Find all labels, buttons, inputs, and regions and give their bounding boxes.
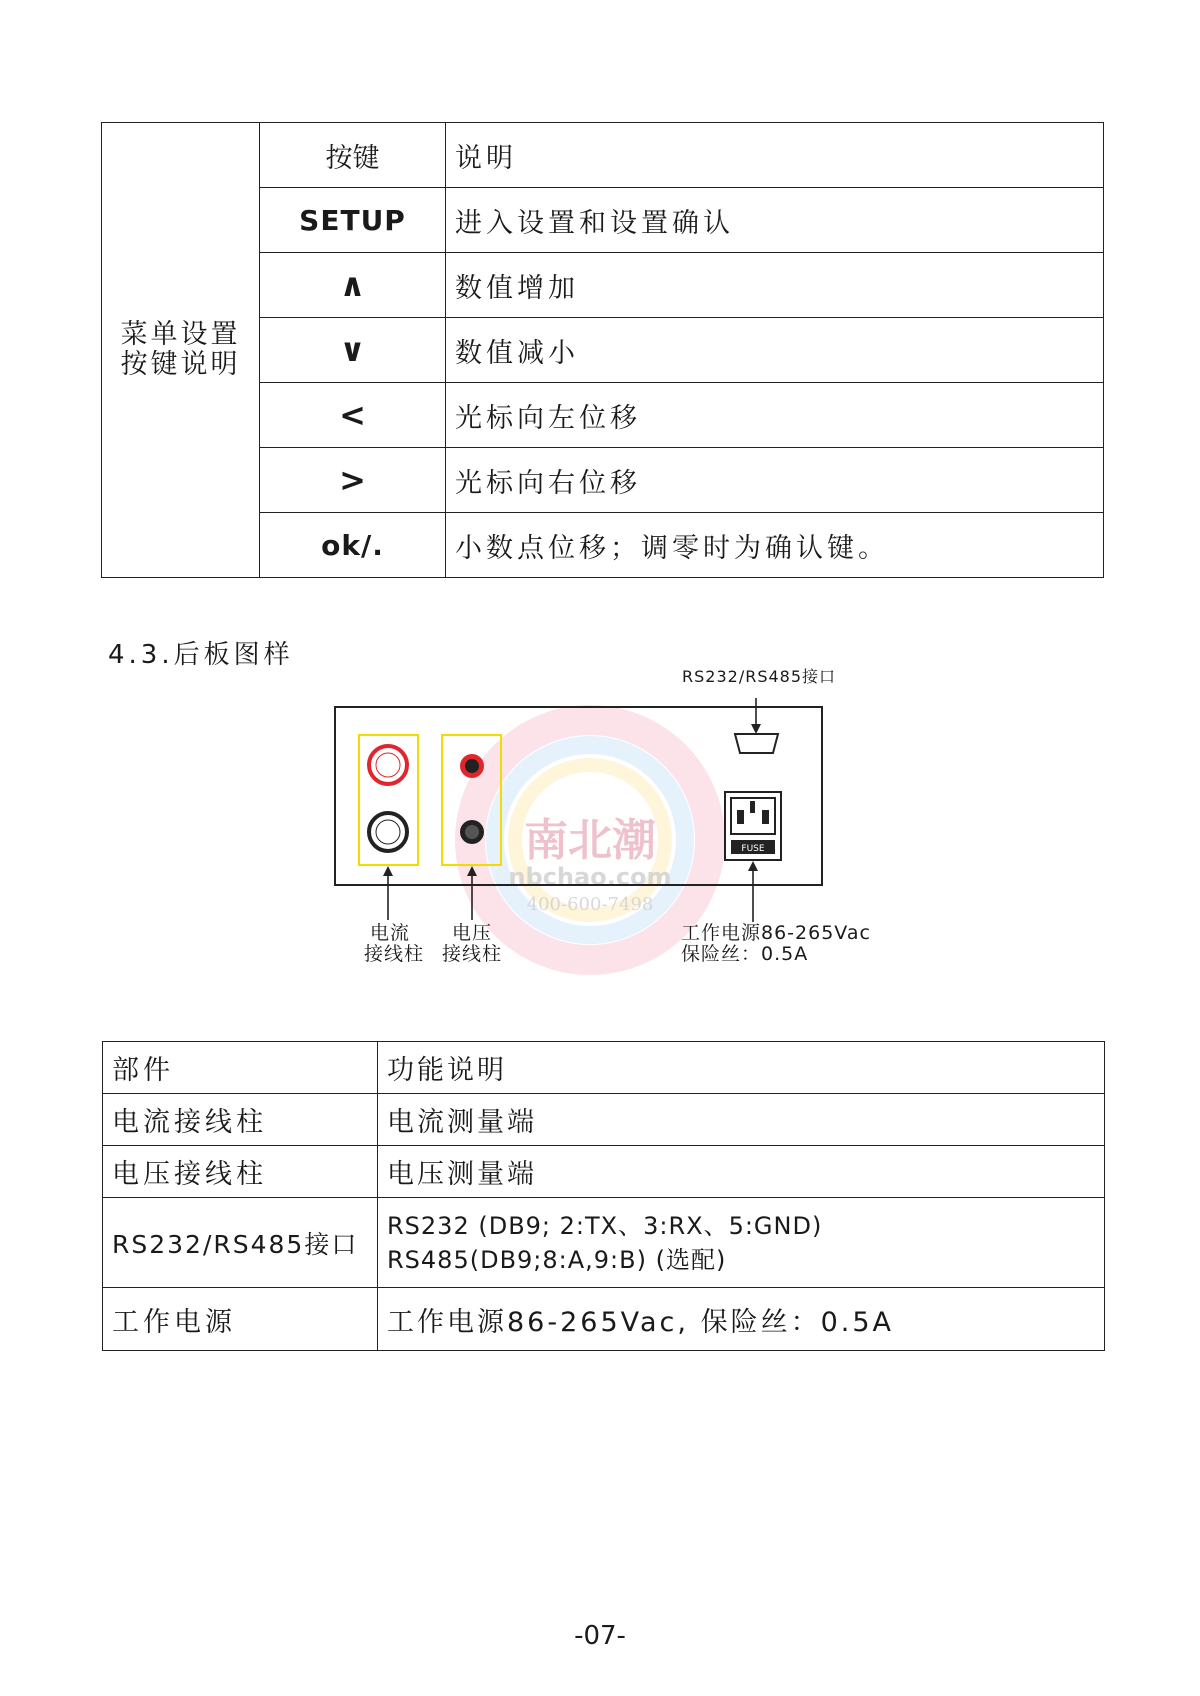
current-terminal-red: [369, 746, 407, 784]
section-title: 4.3.后板图样: [108, 640, 294, 670]
header-func: 功能说明: [378, 1042, 1105, 1094]
voltage-terminal-label: [442, 923, 502, 965]
voltage-terminal-black: [460, 820, 484, 844]
rear-panel-diagram: [320, 660, 880, 990]
current-label-line2: 接线柱: [364, 943, 425, 965]
key-ok: ok/.: [260, 513, 446, 578]
key-desc: 光标向右位移: [446, 448, 1104, 513]
power-label-line1: 工作电源86-265Vac: [681, 922, 871, 944]
table-row: [103, 1288, 1105, 1351]
key-description-table: [101, 122, 1104, 578]
rs-port-label: RS232/RS485接口: [682, 667, 837, 686]
table-row: [103, 1146, 1105, 1198]
voltage-label-line2: 接线柱: [442, 943, 503, 965]
rs232-func-line: RS232 (DB9; 2:TX、3:RX、5:GND): [387, 1211, 823, 1240]
current-label-line1: 电流: [369, 922, 410, 944]
table-row: [103, 1198, 1105, 1288]
part-func: 工作电源86-265Vac, 保险丝：0.5A: [378, 1288, 1105, 1351]
header-key: 按键: [260, 123, 446, 188]
side-label-line2: 按键说明: [120, 349, 241, 380]
part-name: RS232/RS485接口: [103, 1198, 378, 1288]
table-header-row: [102, 123, 1104, 188]
voltage-label-line1: 电压: [451, 922, 492, 944]
current-terminal-label: [364, 922, 425, 965]
key-desc: 小数点位移；调零时为确认键。: [446, 513, 1104, 578]
part-name: 电压接线柱: [103, 1146, 378, 1198]
key-desc: 数值增加: [446, 253, 1104, 318]
header-desc: 说明: [446, 123, 1104, 188]
part-name: 电流接线柱: [103, 1094, 378, 1146]
key-right: >: [260, 448, 446, 513]
part-func: [378, 1198, 1105, 1288]
rs485-func-line: RS485(DB9;8:A,9:B) (选配): [387, 1245, 727, 1274]
key-left: <: [260, 383, 446, 448]
part-func: 电压测量端: [378, 1146, 1105, 1198]
page-number: -07-: [574, 1621, 626, 1651]
key-up: ∧: [260, 253, 446, 318]
power-label: [681, 923, 871, 965]
table-header-row: [103, 1042, 1105, 1094]
key-desc: 数值减小: [446, 318, 1104, 383]
current-terminal-black: [369, 813, 407, 851]
key-down: ∨: [260, 318, 446, 383]
watermark-phone: 400-600-7498: [526, 894, 654, 915]
key-desc: 光标向左位移: [446, 383, 1104, 448]
watermark-text: 南北潮: [524, 815, 656, 866]
table-row: [103, 1094, 1105, 1146]
voltage-terminal-red: [460, 754, 484, 778]
part-func: 电流测量端: [378, 1094, 1105, 1146]
db9-connector-icon: [735, 734, 778, 753]
side-label-line1: 菜单设置: [120, 319, 241, 350]
power-label-line2: 保险丝：0.5A: [681, 943, 809, 965]
watermark-url: nbchao.com: [508, 863, 672, 891]
menu-key-side-label: [102, 123, 260, 578]
part-name: 工作电源: [103, 1288, 378, 1351]
key-setup: SETUP: [260, 188, 446, 253]
header-part: 部件: [103, 1042, 378, 1094]
parts-function-table: [102, 1041, 1105, 1351]
fuse-label: FUSE: [741, 844, 765, 854]
key-desc: 进入设置和设置确认: [446, 188, 1104, 253]
